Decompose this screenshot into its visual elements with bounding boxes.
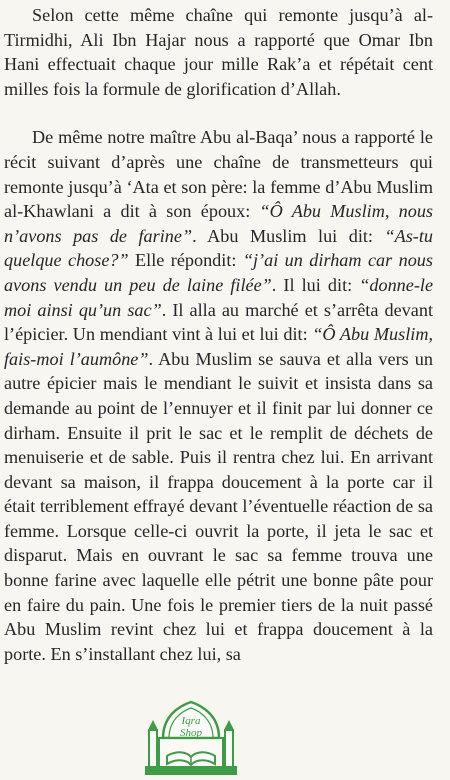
paragraph-2-text: . Abu Muslim lui dit: — [192, 225, 385, 246]
watermark-text-line1: Iqra — [181, 715, 201, 727]
iqra-shop-watermark — [145, 700, 237, 775]
paragraph-2-text: . Abu Muslim se sauva et alla vers un autre épicier mais le mendiant le suivit et insista dans sa demande au point de l’ennuyer et il finit par lui donner ce dirham. Ensuite il prit le sac et le remplit de déchets de menuiserie et de sable. Puis il rentra chez lui. En arrivant devant sa maison, il frappa doucement à la porte car il était terriblement effrayé devant l’éventuelle réaction de sa femme. Lorsque celle-ci ouvrit la porte, il jeta le sac et disparut. Mais en ouvrant le sac sa femme trouva une bonne farine avec laquelle elle pétrit une bonne pâte pour en faire du pain. Une fois le premier tiers de la nuit passé Abu Muslim revint chez lui et frappa doucement à la porte. En s’installant chez lui, sa — [4, 348, 433, 664]
quote-dirham: “j’ai un dirham car nous avons vendu un peu de laine filée” — [4, 250, 433, 295]
quote-alms: “Ô Abu Muslim, fais-moi l’aumône” — [4, 324, 434, 369]
paragraph-2-text: . Il lui dit: — [271, 274, 360, 295]
paragraph-2-text: Elle répondit: — [128, 250, 243, 271]
quote-anything: “As-tu quelque chose?” — [4, 225, 433, 271]
quote-give-sack: “donne-le moi ainsi qu’un sac” — [4, 274, 434, 320]
document-page — [4, 3, 433, 666]
paragraph-2-text: . Il alla au marché et s’arrêta devant l’épicier. Un mendiant vint à lui et lui dit: — [4, 299, 433, 345]
paragraph-2 — [4, 125, 433, 666]
paragraph-1-text: Selon cette même chaîne qui remonte jusqu’à al-Tirmidhi, Ali Ibn Hajar nous a rapporté que Omar Ibn Hani effectuait chaque jour mille Rak’a et répétait cent milles fois la formule de glorification d’Allah. — [4, 5, 433, 99]
quote-no-flour: “Ô Abu Muslim, nous n’avons pas de farine” — [4, 201, 433, 246]
mosque-book-icon — [145, 700, 237, 775]
paragraph-1 — [4, 3, 433, 101]
watermark-text-line2: Shop — [180, 727, 202, 739]
paragraph-2-text: De même notre maître Abu al-Baqa’ nous a rapporté le récit suivant d’après une chaîne de transmetteurs qui remonte jusqu’à ‘Ata et son père: la femme d’Abu Muslim al-Khawlani a dit à son époux: — [4, 127, 433, 222]
